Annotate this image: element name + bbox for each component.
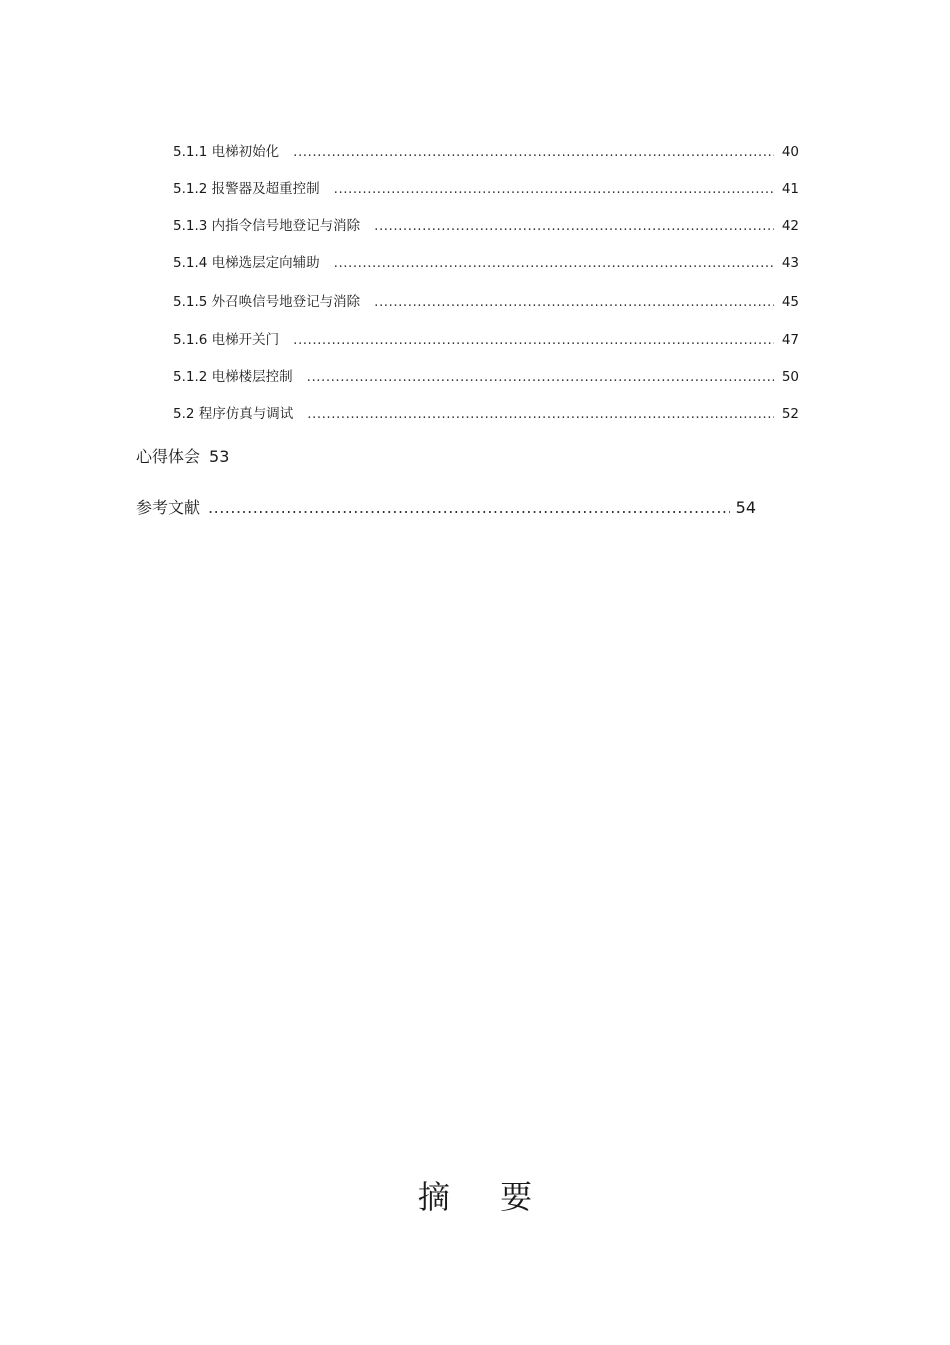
- toc-entry-5-1-6[interactable]: [173, 328, 799, 348]
- toc-entry-5-1-2-floor[interactable]: [173, 365, 799, 385]
- toc-page-number: 50: [781, 369, 799, 385]
- toc-entry-label: 5.1.2 报警器及超重控制: [173, 181, 320, 197]
- toc-entry-experience[interactable]: [136, 444, 229, 467]
- toc-entry-5-1-2[interactable]: [173, 177, 799, 197]
- toc-leader-dots: [334, 181, 774, 197]
- toc-page-number: 42: [781, 218, 799, 234]
- toc-page-number: 52: [781, 406, 799, 422]
- toc-entry-5-1-5[interactable]: [173, 290, 799, 310]
- toc-leader-dots: [208, 498, 730, 517]
- toc-entry-label: 5.1.1 电梯初始化: [173, 144, 280, 160]
- toc-entry-5-1-1[interactable]: [173, 140, 799, 160]
- toc-entry-label: 5.1.6 电梯开关门: [173, 332, 280, 348]
- toc-entry-label: 心得体会: [136, 447, 201, 466]
- toc-entry-label: 5.1.4 电梯选层定向辅助: [173, 255, 320, 271]
- toc-leader-dots: [293, 332, 774, 348]
- toc-entry-5-1-3[interactable]: [173, 214, 799, 234]
- toc-entry-5-2[interactable]: [173, 402, 799, 422]
- toc-entry-5-1-4[interactable]: [173, 251, 799, 271]
- toc-page-number: 47: [781, 332, 799, 348]
- toc-entry-label: 5.1.3 内指令信号地登记与消除: [173, 218, 361, 234]
- toc-page-number: 43: [781, 255, 799, 271]
- toc-entry-label: 5.1.2 电梯楼层控制: [173, 369, 293, 385]
- toc-page-number: 45: [781, 294, 799, 310]
- toc-page-number: 54: [735, 498, 756, 517]
- toc-leader-dots: [293, 144, 774, 160]
- toc-leader-dots: [307, 406, 774, 422]
- toc-leader-dots: [334, 255, 774, 271]
- toc-leader-dots: [307, 369, 774, 385]
- toc-entry-label: 参考文献: [136, 498, 201, 517]
- toc-leader-dots: [374, 294, 774, 310]
- toc-entry-references[interactable]: [136, 495, 756, 518]
- toc-entry-label: 5.2 程序仿真与调试: [173, 406, 294, 422]
- abstract-heading: 摘 要: [417, 1178, 553, 1216]
- toc-page-number: 53: [209, 447, 230, 466]
- toc-leader-dots: [374, 218, 774, 234]
- toc-page-number: 41: [781, 181, 799, 197]
- toc-entry-label: 5.1.5 外召唤信号地登记与消除: [173, 294, 361, 310]
- toc-page-number: 40: [781, 144, 799, 160]
